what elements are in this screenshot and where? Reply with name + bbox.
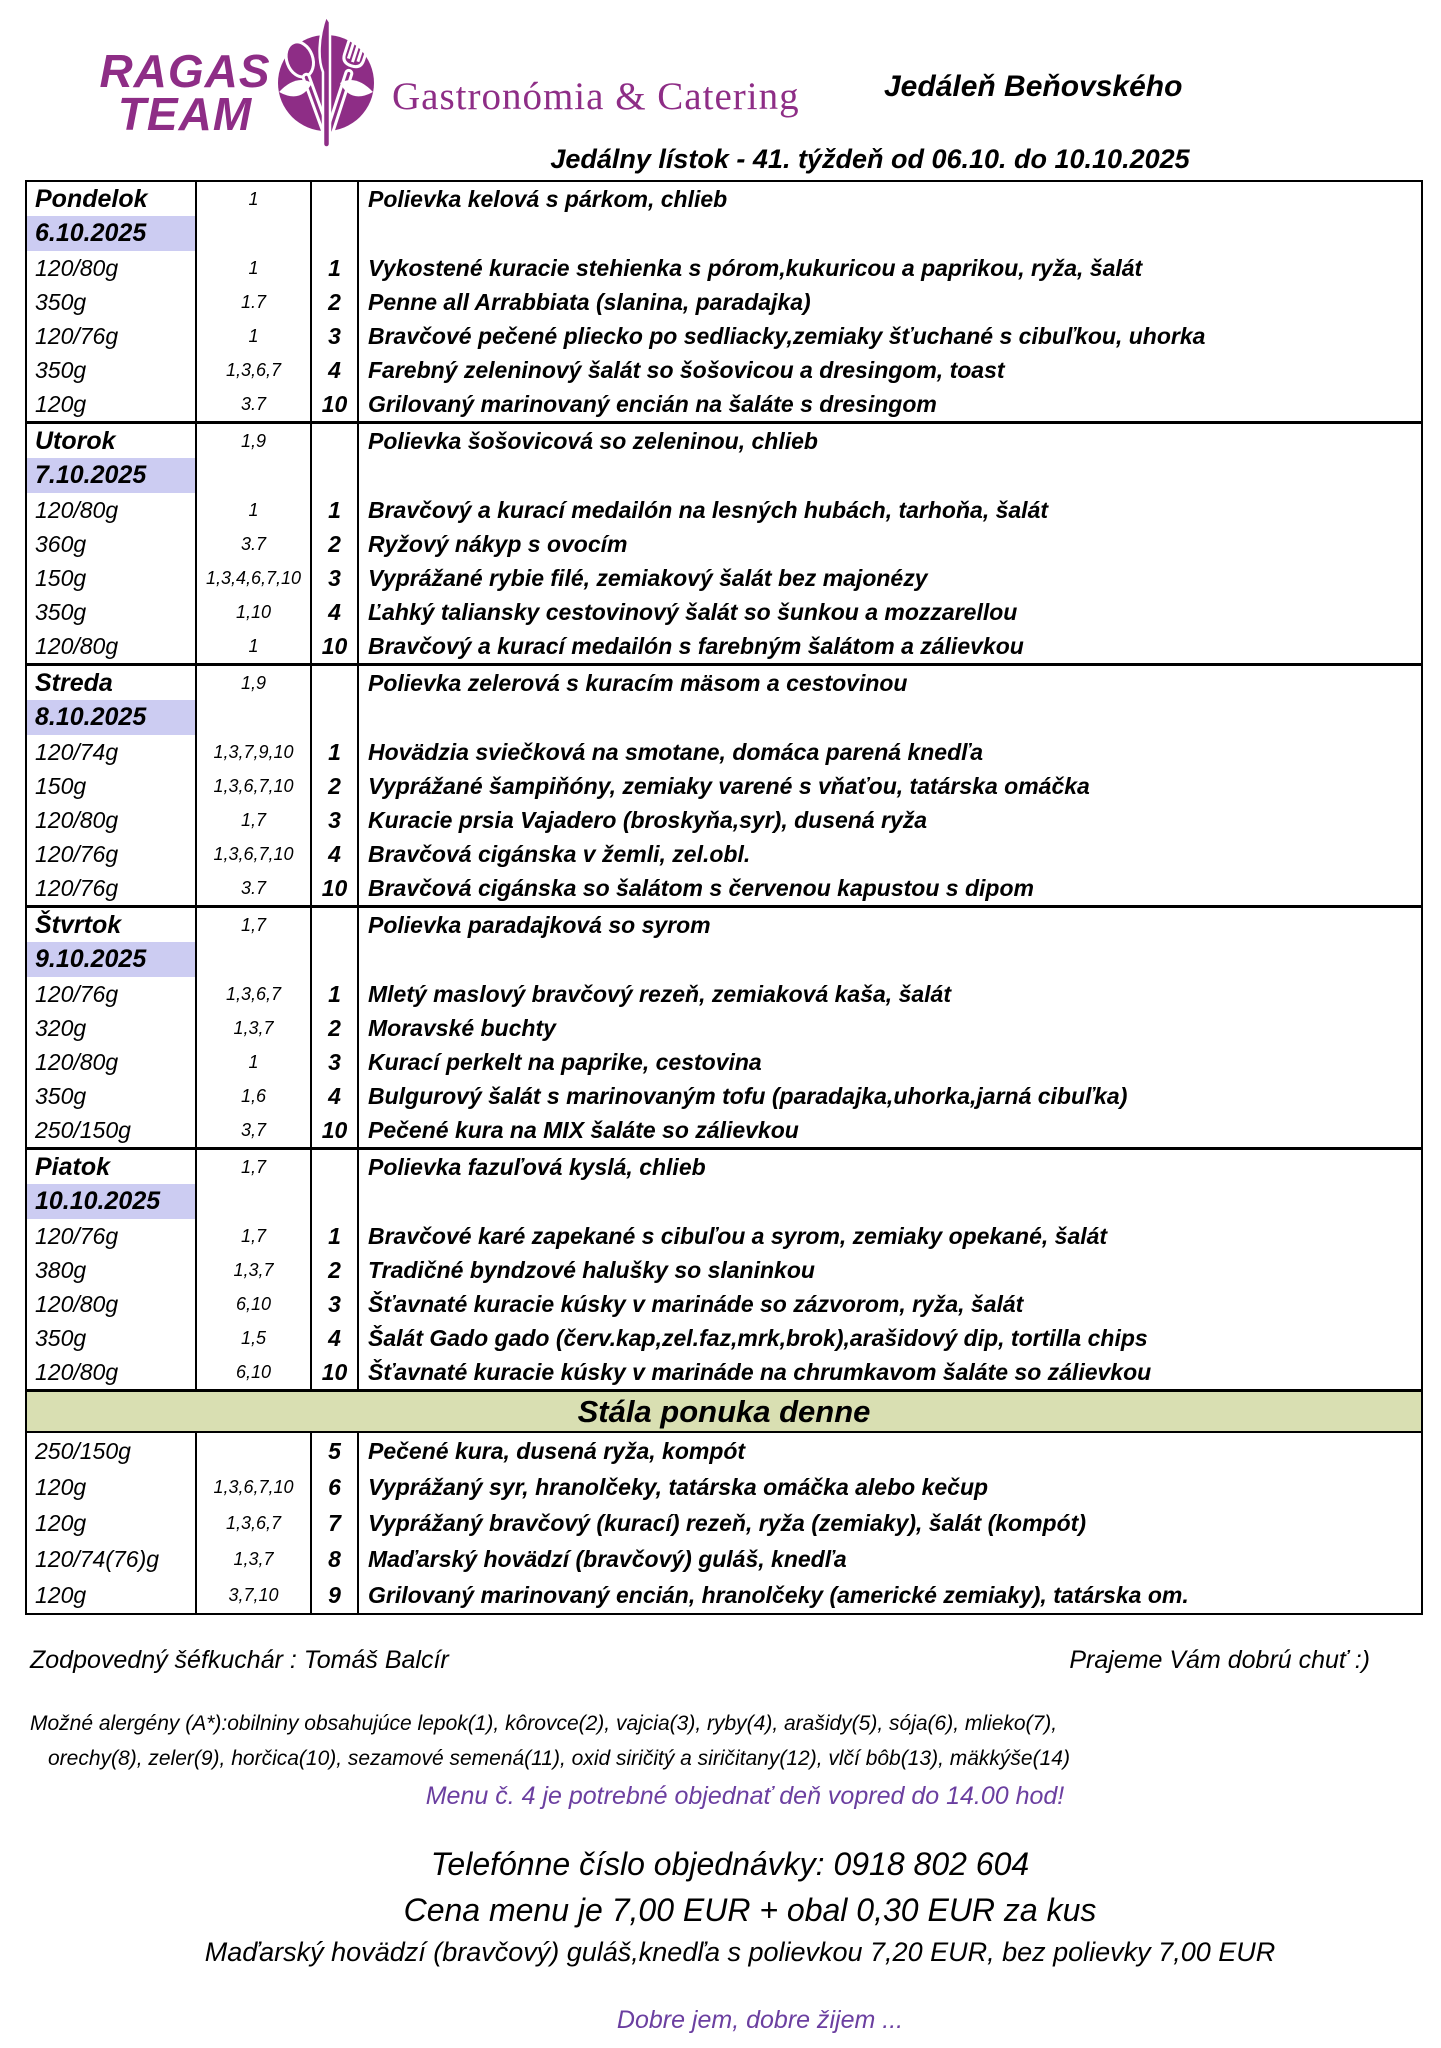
menu-number: 10 <box>321 1116 348 1143</box>
dish-name: Tradičné byndzové halušky so slaninkou <box>368 1256 815 1283</box>
dish-name: Penne all Arrabbiata (slanina, paradajka) <box>368 288 811 315</box>
dish-name: Bravčová cigánska v žemli, zel.obl. <box>368 840 751 867</box>
soup-name: Polievka kelová s párkom, chlieb <box>368 186 728 212</box>
dish-name: Grilovaný marinovaný encián na šaláte s dresingom <box>368 390 937 417</box>
menu-number: 1 <box>328 980 341 1007</box>
day-name: Štvrtok <box>35 910 122 939</box>
soup-name: Polievka zelerová s kuracím mäsom a cestovinou <box>368 670 908 696</box>
item-allergens: 1,5 <box>240 1327 267 1348</box>
dish-name: Bravčový a kurací medailón s farebným šalátom a zálievkou <box>368 632 1024 659</box>
brand-logo-line1: RAGAS <box>99 45 271 97</box>
item-allergens: 3.7 <box>240 393 267 414</box>
chef-row <box>30 1646 1370 1675</box>
item-allergens: 3,7 <box>240 1119 267 1140</box>
day-date: 7.10.2025 <box>27 458 195 493</box>
spacer <box>312 424 357 493</box>
menu-number: 3 <box>328 1048 341 1075</box>
spacer <box>312 666 357 735</box>
brand-logo-line2: TEAM <box>117 88 253 141</box>
menu-number: 3 <box>328 322 341 349</box>
brand-logo-text <box>96 45 274 141</box>
dish-name: Ľahký taliansky cestovinový šalát so šunkou a mozzarellou <box>368 598 1018 625</box>
menu-number: 6 <box>328 1473 341 1500</box>
day-date: 10.10.2025 <box>27 1184 195 1219</box>
menu4-order-note: Menu č. 4 je potrebné objednať deň vopred do 14.00 hod! <box>425 1782 1065 1810</box>
portion-size: 350g <box>35 356 87 383</box>
order-phone-number: Telefónne číslo objednávky: 0918 802 604 <box>430 1846 1030 1882</box>
item-allergens: 1 <box>248 325 259 346</box>
portion-size: 120/80g <box>35 1048 119 1075</box>
dish-column <box>357 1433 1421 1613</box>
menu-number: 10 <box>321 390 348 417</box>
menu-number: 4 <box>328 356 341 383</box>
menu-number: 10 <box>321 874 348 901</box>
portion-size: 120/76g <box>35 980 119 1007</box>
dish-name: Moravské buchty <box>368 1014 556 1041</box>
portion-size: 120/80g <box>35 254 119 281</box>
dish-name: Pečené kura na MIX šaláte so zálievkou <box>368 1116 799 1143</box>
spacer <box>312 908 357 977</box>
item-allergens: 1,7 <box>240 1225 267 1246</box>
day-block <box>27 663 1421 905</box>
dish-name: Hovädzia sviečková na smotane, domáca parená knedľa <box>368 738 984 765</box>
menu-number-column <box>310 182 357 421</box>
menu-number-column <box>310 1150 357 1389</box>
menu-number: 2 <box>328 288 341 315</box>
dish-name: Kurací perkelt na paprike, cestovina <box>368 1048 762 1075</box>
menu-number: 3 <box>328 1290 341 1317</box>
item-allergens: 3.7 <box>240 533 267 554</box>
portion-size: 120/74g <box>35 738 119 765</box>
day-date: 6.10.2025 <box>27 216 195 251</box>
item-allergens: 1,3,6,7 <box>225 1512 282 1533</box>
item-allergens: 1,3,6,7,10 <box>213 843 294 864</box>
dish-column <box>357 908 1421 1147</box>
allergens-column <box>195 424 310 663</box>
menu-number: 2 <box>328 1256 341 1283</box>
dish-name: Pečené kura, dusená ryža, kompót <box>368 1437 746 1464</box>
dish-column <box>357 424 1421 663</box>
dish-column <box>357 182 1421 421</box>
day-block <box>27 421 1421 663</box>
menu-number: 8 <box>328 1545 341 1572</box>
portion-size: 350g <box>35 1324 87 1351</box>
day-column <box>27 424 195 663</box>
dish-name: Vyprážaný bravčový (kurací) rezeň, ryža (zemiaky), šalát (kompót) <box>368 1509 1086 1536</box>
allergens-column <box>195 182 310 421</box>
dish-name: Vykostené kuracie stehienka s pórom,kukuricou a paprikou, ryža, šalát <box>368 254 1143 281</box>
menu-number: 4 <box>328 598 341 625</box>
daily-offer-header: Stála ponuka denne <box>27 1389 1421 1433</box>
menu-number: 3 <box>328 806 341 833</box>
day-column <box>27 908 195 1147</box>
portion-size: 120/80g <box>35 1358 119 1385</box>
day-name: Pondelok <box>35 184 148 213</box>
soup-allergens: 1,7 <box>240 1157 267 1177</box>
allergens-column <box>195 666 310 905</box>
dish-name: Grilovaný marinovaný encián, hranolčeky (americké zemiaky), tatárska om. <box>368 1581 1189 1608</box>
item-allergens: 1 <box>248 499 259 520</box>
allergens-legend-line2: orechy(8), zeler(9), horčica(10), sezamové semená(11), oxid siričitý a siričitany(12), vlčí bôb(13), mäkkýše(14) <box>48 1747 1070 1770</box>
menu-number-column <box>310 908 357 1147</box>
item-allergens: 1 <box>248 635 259 656</box>
day-name: Piatok <box>35 1152 111 1181</box>
menu-number-column <box>310 424 357 663</box>
menu-number: 1 <box>328 738 341 765</box>
menu-number: 4 <box>328 1082 341 1109</box>
day-column <box>27 1150 195 1389</box>
menu-number: 10 <box>321 632 348 659</box>
menu-number: 2 <box>328 772 341 799</box>
day-block <box>27 182 1421 421</box>
menu-number: 10 <box>321 1358 348 1385</box>
allergens-column <box>195 908 310 1147</box>
dish-name: Farebný zeleninový šalát so šošovicou a dresingom, toast <box>368 356 1005 383</box>
day-block <box>27 905 1421 1147</box>
chef-name: Zodpovedný šéfkuchár : Tomáš Balcír <box>30 1646 449 1674</box>
menu-number: 3 <box>328 564 341 591</box>
item-allergens: 1,3,6,7,10 <box>213 775 294 796</box>
portion-size: 120g <box>35 1473 87 1500</box>
goulash-price: Maďarský hovädzí (bravčový) guláš,knedľa s polievkou 7,20 EUR, bez polievky 7,00 EUR <box>204 1937 1276 1967</box>
menu-title: Jedálny lístok - 41. týždeň od 06.10. do 10.10.2025 <box>550 144 1190 174</box>
item-allergens: 1,3,7 <box>233 1548 274 1569</box>
dish-name: Šťavnaté kuracie kúsky v marináde so zázvorom, ryža, šalát <box>368 1290 1024 1317</box>
dish-name: Šalát Gado gado (červ.kap,zel.faz,mrk,brok),arašidový dip, tortilla chips <box>368 1324 1148 1351</box>
day-column <box>27 666 195 905</box>
portion-size: 150g <box>35 772 87 799</box>
item-allergens: 1,3,7 <box>233 1017 274 1038</box>
dish-name: Bravčová cigánska so šalátom s červenou kapustou s dipom <box>368 874 1034 901</box>
allergens-column <box>195 1150 310 1389</box>
portion-size: 120/80g <box>35 632 119 659</box>
day-date: 8.10.2025 <box>27 700 195 735</box>
item-allergens: 3,7,10 <box>228 1584 279 1605</box>
soup-allergens: 1,9 <box>240 431 267 451</box>
portion-size: 320g <box>35 1014 87 1041</box>
item-allergens: 1,3,7,9,10 <box>213 741 294 762</box>
dish-column <box>357 666 1421 905</box>
dish-name: Mletý maslový bravčový rezeň, zemiaková kaša, šalát <box>368 980 951 1007</box>
item-allergens: 1,10 <box>235 601 272 622</box>
soup-name: Polievka fazuľová kyslá, chlieb <box>368 1154 706 1180</box>
portion-size: 120/76g <box>35 840 119 867</box>
day-date: 9.10.2025 <box>27 942 195 977</box>
day-name: Utorok <box>35 426 116 455</box>
item-allergens: 1,6 <box>240 1085 267 1106</box>
dish-name: Ryžový nákyp s ovocím <box>368 530 628 557</box>
portion-size: 250/150g <box>35 1437 131 1464</box>
item-allergens: 1 <box>248 1051 259 1072</box>
menu-number: 5 <box>328 1437 341 1464</box>
item-allergens: 3.7 <box>240 877 267 898</box>
item-allergens: 1.7 <box>240 291 267 312</box>
portion-size: 120/80g <box>35 806 119 833</box>
portion-size: 150g <box>35 564 87 591</box>
allergens-column <box>195 1433 310 1613</box>
menu-number: 9 <box>328 1581 341 1608</box>
menu-number-column <box>310 1433 357 1613</box>
soup-allergens: 1 <box>248 189 259 209</box>
dish-name: Vyprážané šampiňóny, zemiaky varené s vňaťou, tatárska omáčka <box>368 772 1090 799</box>
menu-table <box>25 180 1423 1615</box>
soup-name: Polievka šošovicová so zeleninou, chlieb <box>368 428 818 454</box>
item-allergens: 1,3,6,7 <box>225 359 282 380</box>
menu-number: 4 <box>328 1324 341 1351</box>
item-allergens: 1,7 <box>240 809 267 830</box>
menu-number: 2 <box>328 1014 341 1041</box>
portion-size: 120/80g <box>35 1290 119 1317</box>
item-allergens: 6,10 <box>235 1293 272 1314</box>
dish-name: Bravčový a kurací medailón na lesných hubách, tarhoňa, šalát <box>368 496 1049 523</box>
item-allergens <box>197 1433 310 1469</box>
allergens-legend-line1: Možné alergény (A*):obilniny obsahujúce lepok(1), kôrovce(2), vajcia(3), ryby(4), arašidy(5), sója(6), mlieko(7), <box>30 1712 1058 1735</box>
item-allergens: 1,3,6,7,10 <box>213 1476 294 1497</box>
menu-number: 2 <box>328 530 341 557</box>
menu-number: 4 <box>328 840 341 867</box>
brand-tagline: Gastronómia & Catering <box>392 75 800 118</box>
dish-name: Maďarský hovädzí (bravčový) guláš, knedľa <box>368 1545 847 1572</box>
item-allergens: 1,3,7 <box>233 1259 274 1280</box>
portion-size: 380g <box>35 1256 87 1283</box>
portion-size: 120/74(76)g <box>35 1545 160 1572</box>
dish-name: Vyprážaný syr, hranolčeky, tatárska omáčka alebo kečup <box>368 1473 989 1500</box>
portion-size: 350g <box>35 288 87 315</box>
menu-number: 1 <box>328 1222 341 1249</box>
portion-size: 120g <box>35 390 87 417</box>
portion-size: 120/76g <box>35 322 119 349</box>
dish-name: Šťavnaté kuracie kúsky v marináde na chrumkavom šaláte so zálievkou <box>368 1358 1152 1385</box>
daily-offer-block <box>27 1433 1421 1613</box>
bon-appetit-text: Prajeme Vám dobrú chuť :) <box>1069 1646 1370 1674</box>
day-column <box>27 1433 195 1613</box>
portion-size: 360g <box>35 530 87 557</box>
day-name: Streda <box>35 668 113 697</box>
spacer <box>312 1150 357 1219</box>
day-block <box>27 1147 1421 1389</box>
dish-name: Vyprážané rybie filé, zemiakový šalát bez majonézy <box>368 564 928 591</box>
portion-size: 350g <box>35 598 87 625</box>
venue-name: Jedáleň Beňovského <box>884 70 1183 103</box>
dish-name: Bravčové karé zapekané s cibuľou a syrom, zemiaky opekané, šalát <box>368 1222 1108 1249</box>
dish-column <box>357 1150 1421 1389</box>
menu-number: 1 <box>328 254 341 281</box>
item-allergens: 1,3,4,6,7,10 <box>205 567 302 588</box>
item-allergens: 1 <box>248 257 259 278</box>
company-motto: Dobre jem, dobre žijem ... <box>616 2006 904 2034</box>
dish-name: Bulgurový šalát s marinovaným tofu (paradajka,uhorka,jarná cibuľka) <box>368 1082 1128 1109</box>
portion-size: 120/76g <box>35 874 119 901</box>
soup-allergens: 1,9 <box>240 673 267 693</box>
menu-number: 1 <box>328 496 341 523</box>
portion-size: 120g <box>35 1509 87 1536</box>
portion-size: 120/80g <box>35 496 119 523</box>
spacer <box>312 182 357 251</box>
item-allergens: 6,10 <box>235 1361 272 1382</box>
menu-price: Cena menu je 7,00 EUR + obal 0,30 EUR za kus <box>403 1892 1097 1928</box>
menu-number-column <box>310 666 357 905</box>
dish-name: Bravčové pečené pliecko po sedliacky,zemiaky šťuchané s cibuľkou, uhorka <box>368 322 1206 349</box>
portion-size: 350g <box>35 1082 87 1109</box>
day-column <box>27 182 195 421</box>
soup-name: Polievka paradajková so syrom <box>368 912 711 938</box>
portion-size: 250/150g <box>35 1116 131 1143</box>
cutlery-circle-icon <box>274 12 378 152</box>
portion-size: 120g <box>35 1581 87 1608</box>
menu-number: 7 <box>328 1509 341 1536</box>
dish-name: Kuracie prsia Vajadero (broskyňa,syr), dusená ryža <box>368 806 928 833</box>
item-allergens: 1,3,6,7 <box>225 983 282 1004</box>
portion-size: 120/76g <box>35 1222 119 1249</box>
soup-allergens: 1,7 <box>240 915 267 935</box>
